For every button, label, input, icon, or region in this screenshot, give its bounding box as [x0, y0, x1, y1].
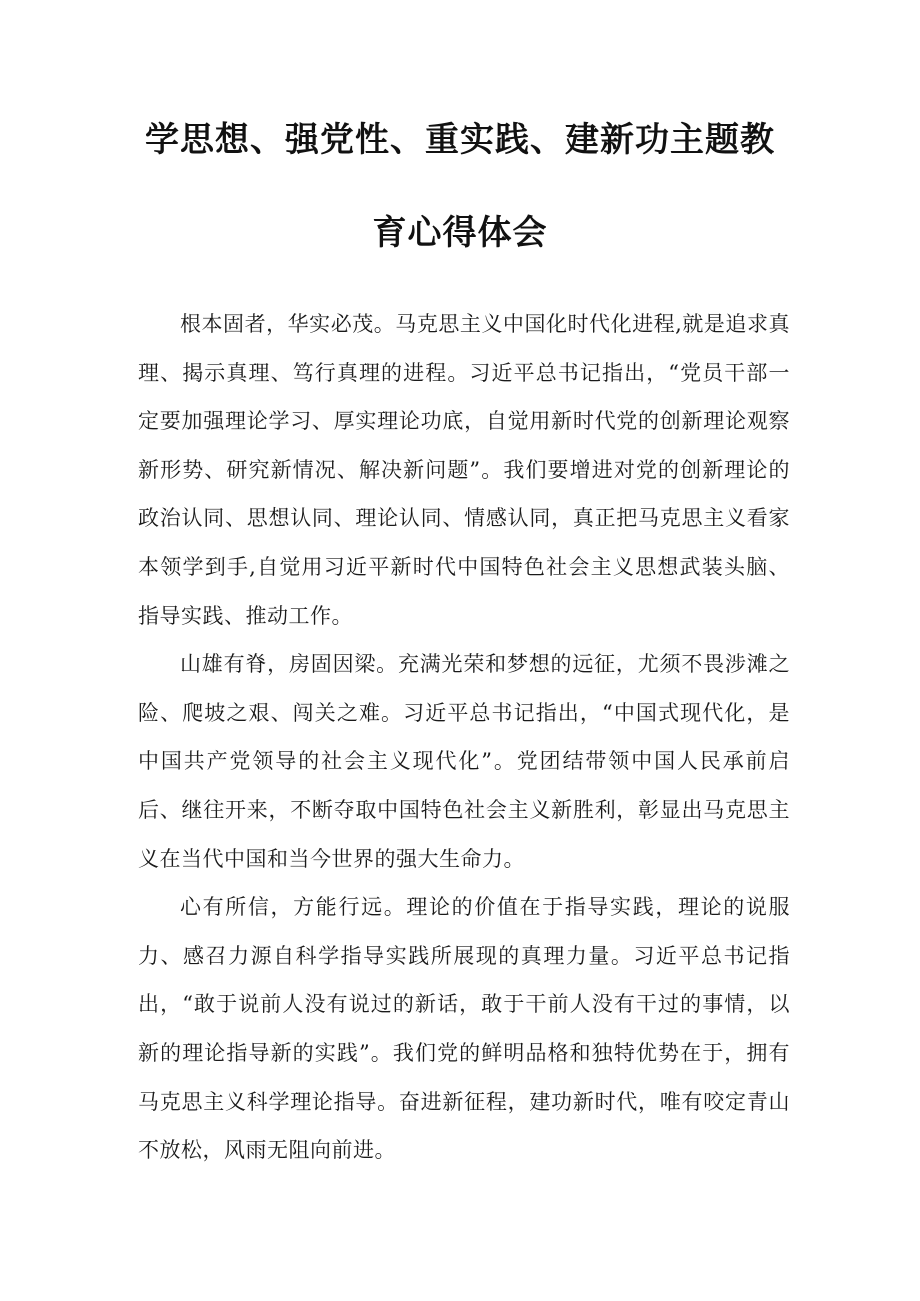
paragraph-2: 山雄有脊，房固因梁。充满光荣和梦想的远征，尤须不畏涉滩之险、爬坡之艰、闯关之难。习近平总书记指出，“中国式现代化，是中国共产党领导的社会主义现代化”。党团结带领中国人民承前启后、继往开来，不断夺取中国特色社会主义新胜利，彰显出马克思主义在当代中国和当今世界的强大生命力。: [138, 652, 790, 871]
document-title-line-1: 学思想、强党性、重实践、建新功主题教: [145, 120, 775, 160]
paragraph-3: 心有所信，方能行远。理论的价值在于指导实践，理论的说服力、感召力源自科学指导实践所展现的真理力量。习近平总书记指出，“敢于说前人没有说过的新话，敢于干前人没有干过的事情，以新的理论指导新的实践”。我们党的鲜明品格和独特优势在于，拥有马克思主义科学理论指导。奋进新征程，建功新时代，唯有咬定青山不放松，风雨无阻向前进。: [138, 895, 790, 1163]
document-title-line-2: 育心得体会: [372, 213, 548, 253]
document-body: [138, 300, 790, 1175]
paragraph-1: 根本固者，华实必茂。马克思主义中国化时代化进程,就是追求真理、揭示真理、笃行真理的进程。习近平总书记指出，“党员干部一定要加强理论学习、厚实理论功底，自觉用新时代党的创新理论观察新形势、研究新情况、解决新问题”。我们要增进对党的创新理论的政治认同、思想认同、理论认同、情感认同，真正把马克思主义看家本领学到手,自觉用习近平新时代中国特色社会主义思想武装头脑、指导实践、推动工作。: [138, 312, 790, 628]
